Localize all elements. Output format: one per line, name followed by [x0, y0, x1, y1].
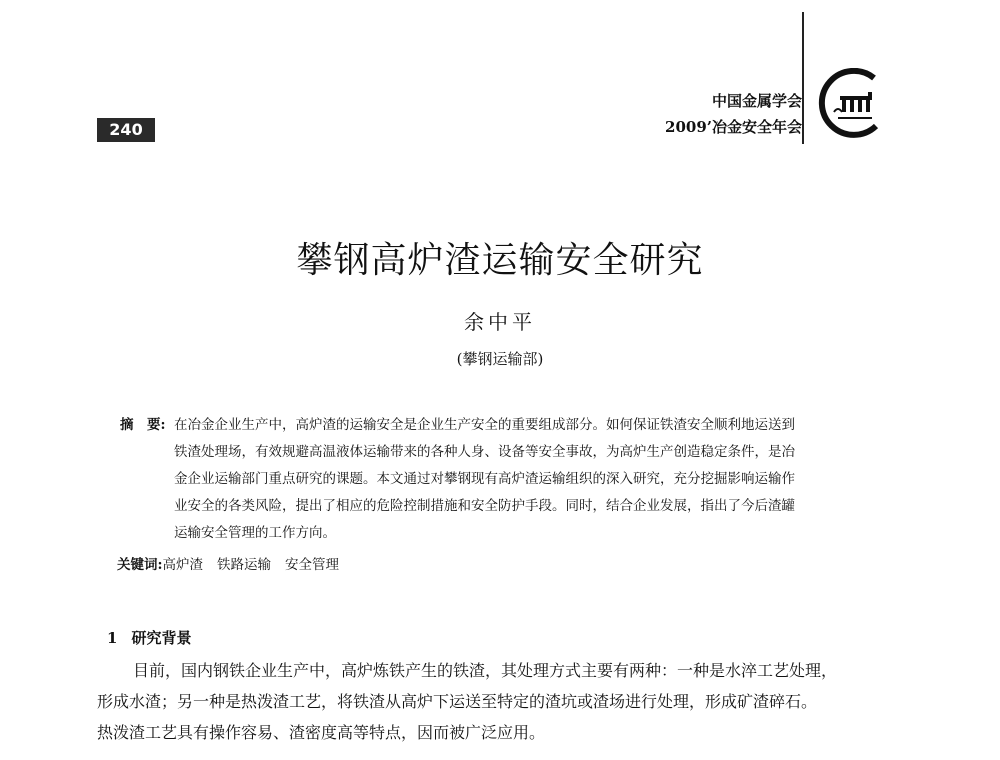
- body-line: 目前，国内钢铁企业生产中，高炉炼铁产生的铁渣，其处理方式主要有两种：一种是水淬工艺处理，: [133, 661, 838, 680]
- paper-title: 攀钢高炉渣运输安全研究: [296, 240, 704, 281]
- abstract-line: 在冶金企业生产中，高炉渣的运输安全是企业生产安全的重要组成部分。如何保证铁渣安全顺利地运送到: [174, 417, 795, 433]
- author-name: 余中平: [464, 310, 536, 334]
- conference-name: 2009’冶金安全年会: [665, 118, 802, 136]
- abstract-label: 摘 要:: [120, 417, 166, 433]
- org-name: 中国金属学会: [711, 92, 802, 110]
- author-affiliation: (攀钢运输部): [456, 350, 544, 368]
- page-number: 240: [97, 118, 155, 142]
- keyword: 高炉渣: [162, 557, 203, 573]
- abstract: [120, 412, 890, 547]
- section-number: 1: [107, 629, 118, 647]
- header-divider: [802, 12, 804, 144]
- keyword: 安全管理: [284, 557, 339, 573]
- abstract-line: 金企业运输部门重点研究的课题。本文通过对攀钢现有高炉渣运输组织的深入研究，充分挖掘影响运输作: [174, 471, 795, 487]
- keywords: [117, 553, 353, 577]
- section-title: 研究背景: [131, 629, 192, 647]
- body-line: 形成水渣；另一种是热泼渣工艺，将铁渣从高炉下运送至特定的渣坑或渣场进行处理，形成矿渣碎石。: [97, 692, 818, 711]
- keyword: 铁路运输: [216, 557, 271, 573]
- abstract-line: 业安全的各类风险，提出了相应的危险控制措施和安全防护手段。同时，结合企业发展，指出了今后渣罐: [174, 498, 795, 514]
- section-heading: [107, 627, 191, 648]
- body-text: [97, 655, 907, 748]
- society-logo: [816, 68, 888, 140]
- running-header: [665, 88, 802, 140]
- keywords-label: 关键词:: [117, 557, 163, 573]
- body-line: 热泼渣工艺具有操作容易、渣密度高等特点，因而被广泛应用。: [97, 723, 546, 742]
- abstract-line: 运输安全管理的工作方向。: [174, 525, 336, 541]
- abstract-line: 铁渣处理场，有效规避高温液体运输带来的各种人身、设备等安全事故，为高炉生产创造稳定条件，是冶: [174, 444, 795, 460]
